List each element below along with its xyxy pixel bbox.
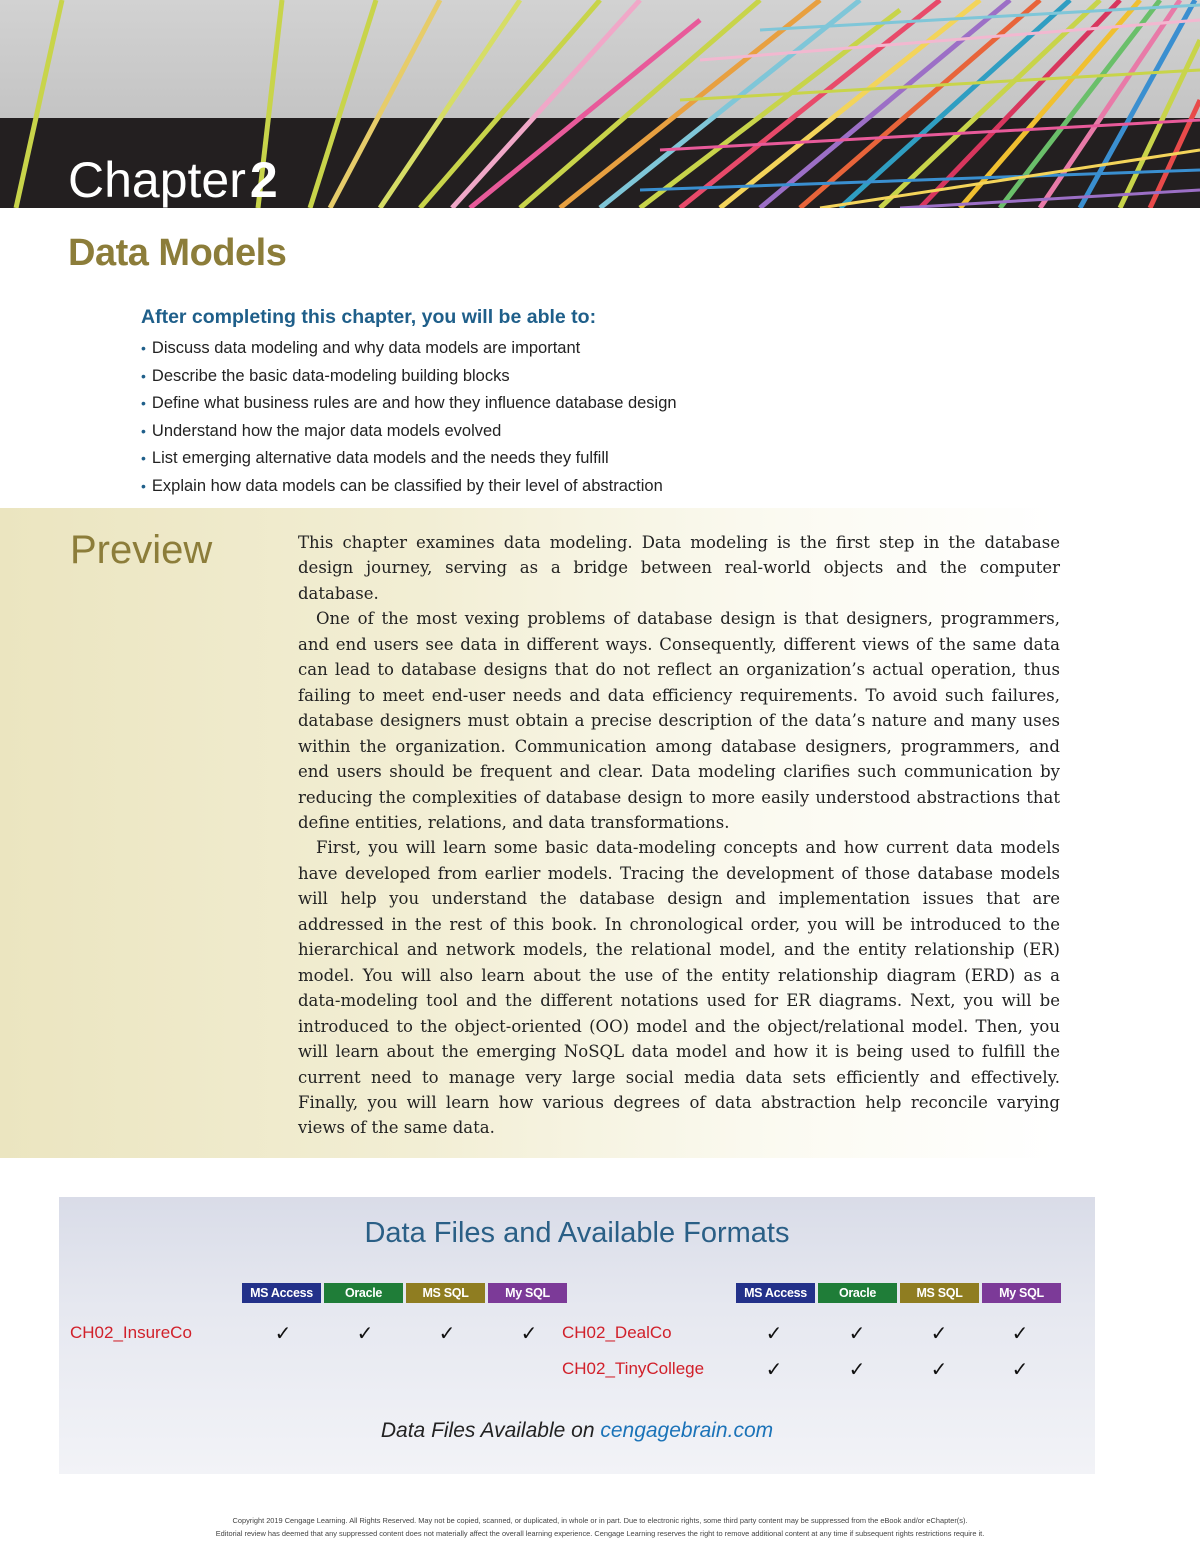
format-header-right	[736, 1283, 1061, 1303]
format-badge-my-sql: My SQL	[488, 1283, 567, 1303]
learning-objectives	[141, 306, 1041, 500]
check-icon: ✓	[765, 1323, 783, 1345]
file-name-dealco: CH02_DealCo	[562, 1323, 672, 1342]
list-item: • Describe the basic data-modeling building blocks	[141, 366, 510, 385]
copyright-line: Copyright 2019 Cengage Learning. All Rights Reserved. May not be copied, scanned, or duplicated, in whole or in part. Due to electronic rights, some third party content may be suppressed from the eBook and/or eChapter(s).	[232, 1516, 968, 1525]
copyright-line: Editorial review has deemed that any suppressed content does not materially affect the overall learning experience. Cengage Learning reserves the right to remove additional content at any time if subsequent rights restrictions require it.	[215, 1529, 985, 1538]
check-icon: ✓	[930, 1323, 948, 1345]
format-badge-ms-sql: MS SQL	[900, 1283, 979, 1303]
list-item: • Define what business rules are and how they influence database design	[141, 394, 677, 412]
chapter-title: Data Models	[68, 232, 287, 274]
bullet-icon: •	[141, 477, 146, 494]
check-icon: ✓	[520, 1323, 538, 1345]
bullet-icon: •	[141, 367, 146, 384]
preview-paragraph: This chapter examines data modeling. Data modeling is the first step in the database design journey, serving as a bridge between real-world objects and the computer database.	[298, 533, 1060, 603]
bullet-icon: •	[141, 450, 146, 466]
format-badge-oracle: Oracle	[324, 1283, 403, 1303]
data-files-title: Data Files and Available Formats	[364, 1217, 790, 1249]
data-files-availability	[59, 1419, 1095, 1443]
format-badge-ms-access: MS Access	[736, 1283, 815, 1303]
format-badge-my-sql: My SQL	[982, 1283, 1061, 1303]
list-item: • List emerging alternative data models and the needs they fulfill	[141, 449, 609, 467]
check-icon: ✓	[438, 1323, 456, 1345]
file-name-tinycollege: CH02_TinyCollege	[562, 1359, 705, 1378]
list-item: • Understand how the major data models evolved	[141, 421, 502, 440]
preview-text	[298, 530, 1060, 1141]
check-icon: ✓	[848, 1359, 866, 1381]
format-header-left	[242, 1283, 567, 1303]
preview-paragraph: One of the most vexing problems of database design is that designers, programmers, and end users see data in different ways. Consequently, different views of the same data can lead to database designs that do not reflect an organization’s actual operation, thus failing to meet end-user needs and data efficiency requirements. To avoid such failures, database designers must obtain a precise description of the data’s nature and many uses within the organization. Communication among database designers, programmers, and end users should be frequent and clear. Data modeling clarifies such communication by reducing the complexities of database design to more easily understood abstractions that define entities, relations, and data transformations.	[298, 609, 1060, 832]
preview-label: Preview	[70, 528, 213, 572]
bullet-icon: •	[141, 340, 146, 356]
format-badge-ms-sql: MS SQL	[406, 1283, 485, 1303]
bullet-icon: •	[141, 395, 146, 411]
list-item: • Explain how data models can be classified by their level of abstraction	[141, 476, 663, 495]
format-badge-ms-access: MS Access	[242, 1283, 321, 1303]
data-files-box	[59, 1197, 1095, 1474]
list-item: • Discuss data modeling and why data models are important	[141, 339, 581, 357]
check-icon: ✓	[848, 1323, 866, 1345]
copyright-notice	[0, 1514, 1200, 1540]
format-badge-oracle: Oracle	[818, 1283, 897, 1303]
check-icon: ✓	[1011, 1359, 1029, 1381]
check-icon: ✓	[930, 1359, 948, 1381]
chapter-number: 2	[249, 152, 278, 208]
check-icon: ✓	[356, 1323, 374, 1345]
objectives-heading: After completing this chapter, you will be able to:	[141, 306, 597, 328]
chapter-word: Chapter	[68, 152, 246, 208]
bullet-icon: •	[141, 422, 146, 439]
cengagebrain-link[interactable]: cengagebrain.com	[600, 1419, 774, 1442]
objectives-list	[141, 335, 1041, 500]
check-icon: ✓	[765, 1359, 783, 1381]
chapter-label	[68, 150, 278, 208]
check-icon: ✓	[274, 1323, 292, 1345]
availability-text: Data Files Available on	[380, 1419, 595, 1442]
chapter-banner	[0, 0, 1200, 208]
check-icon: ✓	[1011, 1323, 1029, 1345]
preview-paragraph: First, you will learn some basic data-modeling concepts and how current data models have developed from earlier models. Tracing the development of those database models will help you understand the database design and implementation issues that are addressed in the rest of this book. In chronological order, you will be introduced to the hierarchical and network models, the relational model, and the entity relationship (ER) model. You will also learn about the use of the entity relationship diagram (ERD) as a data-modeling tool and the different notations used for ER diagrams. Next, you will be introduced to the object-oriented (OO) model and the object/relational model. Then, you will learn about the emerging NoSQL data model and how it is being used to fulfill the current need to manage very large social media data sets efficiently and effectively. Finally, you will learn how various degrees of data abstraction help reconcile varying views of the same data.	[298, 838, 1060, 1138]
file-name-insureco: CH02_InsureCo	[70, 1323, 192, 1342]
